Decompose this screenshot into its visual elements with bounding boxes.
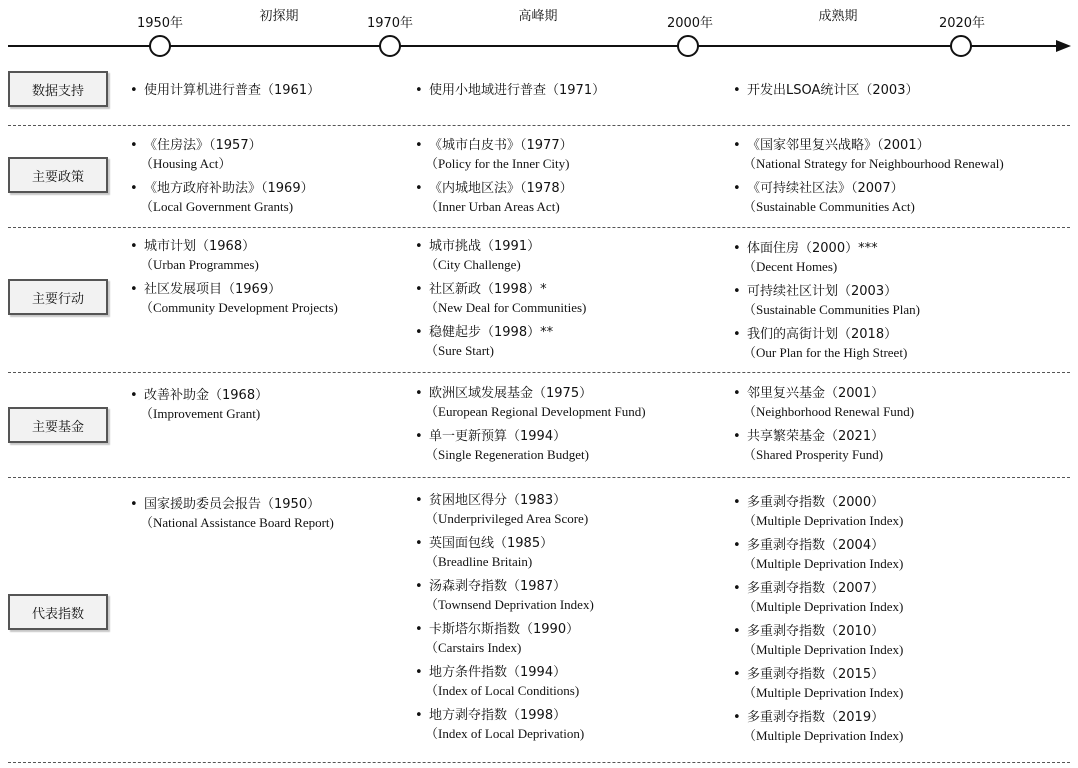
- entry-title-text: 使用计算机进行普查（1961）: [144, 83, 321, 98]
- entry-column: [733, 494, 1053, 752]
- entry-title: [415, 621, 735, 639]
- bullet-icon: •: [415, 239, 423, 254]
- bullet-icon: •: [733, 710, 741, 725]
- entry-item: [415, 281, 735, 316]
- entry-title-text: 单一更新预算（1994）: [429, 429, 567, 444]
- entry-title-text: 邻里复兴基金（2001）: [747, 386, 885, 401]
- entry-title: [415, 385, 735, 403]
- entry-english-name: （Multiple Deprivation Index): [743, 642, 904, 657]
- entry-item: [733, 494, 1053, 529]
- entry-english-name: （Townsend Deprivation Index): [425, 597, 594, 612]
- entry-title-text: 贫困地区得分（1983）: [429, 493, 567, 508]
- entry-item: [130, 387, 450, 422]
- bullet-icon: •: [415, 579, 423, 594]
- entry-english-name: （Multiple Deprivation Index): [743, 599, 904, 614]
- timeline-node: [150, 36, 170, 56]
- entry-title: [733, 428, 1053, 446]
- entry-item: [130, 82, 450, 100]
- entry-title: [130, 82, 450, 100]
- entry-title-text: 我们的高街计划（2018）: [747, 327, 898, 342]
- bullet-icon: •: [415, 282, 423, 297]
- entry-title: [130, 238, 450, 256]
- bullet-icon: •: [130, 388, 138, 403]
- bullet-icon: •: [415, 536, 423, 551]
- bullet-icon: •: [733, 138, 741, 153]
- entry-title: [733, 283, 1053, 301]
- entry-english-name: （Multiple Deprivation Index): [743, 513, 904, 528]
- entry-column: [130, 496, 450, 539]
- entry-item: [733, 180, 1053, 215]
- entry-item: [733, 326, 1053, 361]
- year-label: 1970年: [366, 16, 414, 31]
- entry-item: [130, 137, 450, 172]
- bullet-icon: •: [415, 665, 423, 680]
- entry-title: [130, 137, 450, 155]
- bullet-icon: •: [733, 327, 741, 342]
- entry-title-text: 欧洲区域发展基金（1975）: [429, 386, 593, 401]
- entry-title: [733, 385, 1053, 403]
- bullet-icon: •: [733, 181, 741, 196]
- entry-title: [415, 82, 735, 100]
- entry-item: [733, 709, 1053, 744]
- entry-title-text: 地方条件指数（1994）: [429, 665, 567, 680]
- entry-title-text: 《国家邻里复兴战略》（2001）: [747, 138, 930, 153]
- entry-column: [130, 137, 450, 223]
- entry-item: [415, 578, 735, 613]
- entry-item: [130, 281, 450, 316]
- category-box: 主要行动: [8, 279, 108, 315]
- entry-title: [733, 82, 1053, 100]
- entry-english-name: （Multiple Deprivation Index): [743, 728, 904, 743]
- bullet-icon: •: [415, 325, 423, 340]
- entry-title-text: 稳健起步（1998）**: [429, 325, 554, 340]
- entry-title: [130, 180, 450, 198]
- entry-title: [415, 324, 735, 342]
- bullet-icon: •: [130, 83, 138, 98]
- entry-title-text: 英国面包线（1985）: [429, 536, 554, 551]
- entry-column: [733, 385, 1053, 471]
- entry-column: [415, 82, 735, 108]
- entry-title: [130, 387, 450, 405]
- entry-title: [415, 492, 735, 510]
- category-box: 代表指数: [8, 594, 108, 630]
- entry-english-name: （Breadline Britain): [425, 554, 533, 569]
- entry-column: [733, 137, 1053, 223]
- entry-english-name: （Sure Start): [425, 343, 494, 358]
- row-separator: [8, 477, 1070, 478]
- entry-title: [415, 137, 735, 155]
- entry-item: [415, 535, 735, 570]
- entry-english-name: （Housing Act）: [140, 156, 232, 171]
- entry-item: [733, 428, 1053, 463]
- row-separator: [8, 125, 1070, 126]
- entry-item: [415, 82, 735, 100]
- bullet-icon: •: [733, 538, 741, 553]
- entry-item: [733, 537, 1053, 572]
- bullet-icon: •: [130, 497, 138, 512]
- entry-title-text: 社区新政（1998）*: [429, 282, 547, 297]
- entry-item: [733, 580, 1053, 615]
- bullet-icon: •: [733, 386, 741, 401]
- timeline-node: [678, 36, 698, 56]
- entry-title-text: 多重剥夺指数（2019）: [747, 710, 885, 725]
- entry-title-text: 多重剥夺指数（2010）: [747, 624, 885, 639]
- entry-title: [415, 428, 735, 446]
- entry-item: [130, 238, 450, 273]
- entry-english-name: （Improvement Grant): [140, 406, 261, 421]
- entry-item: [733, 623, 1053, 658]
- entry-title: [733, 709, 1053, 727]
- entry-title-text: 改善补助金（1968）: [144, 388, 269, 403]
- entry-title: [415, 238, 735, 256]
- bullet-icon: •: [415, 493, 423, 508]
- entry-title-text: 卡斯塔尔斯指数（1990）: [429, 622, 580, 637]
- bullet-icon: •: [415, 83, 423, 98]
- entry-item: [415, 664, 735, 699]
- bullet-icon: •: [415, 181, 423, 196]
- entry-title: [415, 180, 735, 198]
- entry-column: [415, 137, 735, 223]
- bullet-icon: •: [415, 429, 423, 444]
- entry-title: [733, 666, 1053, 684]
- entry-title: [130, 281, 450, 299]
- entry-title: [415, 664, 735, 682]
- entry-title-text: 多重剥夺指数（2015）: [747, 667, 885, 682]
- bullet-icon: •: [733, 495, 741, 510]
- entry-english-name: （Sustainable Communities Plan): [743, 302, 920, 317]
- entry-column: [733, 240, 1053, 369]
- entry-english-name: （Underprivileged Area Score): [425, 511, 589, 526]
- entry-english-name: （Inner Urban Areas Act): [425, 199, 560, 214]
- entry-title: [733, 580, 1053, 598]
- entry-column: [130, 387, 450, 430]
- period-label: 初探期: [259, 9, 299, 24]
- entry-title-text: 《城市白皮书》（1977）: [429, 138, 573, 153]
- period-label: 成熟期: [818, 9, 858, 24]
- entry-item: [733, 666, 1053, 701]
- entry-english-name: （City Challenge): [425, 257, 521, 272]
- row-separator: [8, 762, 1070, 763]
- entry-english-name: （Decent Homes): [743, 259, 838, 274]
- bullet-icon: •: [130, 239, 138, 254]
- entry-item: [415, 707, 735, 742]
- bullet-icon: •: [130, 138, 138, 153]
- entry-title-text: 城市计划（1968）: [144, 239, 256, 254]
- entry-column: [130, 82, 450, 108]
- entry-english-name: （Single Regeneration Budget): [425, 447, 589, 462]
- entry-item: [415, 238, 735, 273]
- entry-title-text: 多重剥夺指数（2007）: [747, 581, 885, 596]
- bullet-icon: •: [415, 622, 423, 637]
- entry-english-name: （National Strategy for Neighbourhood Renewal): [743, 156, 1004, 171]
- bullet-icon: •: [415, 708, 423, 723]
- entry-english-name: （National Assistance Board Report): [140, 515, 334, 530]
- entry-title-text: 可持续社区计划（2003）: [747, 284, 898, 299]
- bullet-icon: •: [733, 83, 741, 98]
- entry-english-name: （Carstairs Index): [425, 640, 522, 655]
- entry-english-name: （Index of Local Conditions): [425, 683, 580, 698]
- entry-title-text: 《地方政府补助法》（1969）: [144, 181, 314, 196]
- entry-title: [733, 137, 1053, 155]
- bullet-icon: •: [415, 386, 423, 401]
- entry-english-name: （New Deal for Communities): [425, 300, 587, 315]
- entry-title: [130, 496, 450, 514]
- category-box: 主要基金: [8, 407, 108, 443]
- entry-column: [415, 385, 735, 471]
- bullet-icon: •: [733, 429, 741, 444]
- entry-title-text: 城市挑战（1991）: [429, 239, 541, 254]
- entry-item: [415, 621, 735, 656]
- entry-item: [415, 180, 735, 215]
- timeline-arrowhead: [1056, 40, 1071, 52]
- entry-title: [415, 578, 735, 596]
- entry-english-name: （Index of Local Deprivation): [425, 726, 585, 741]
- bullet-icon: •: [733, 284, 741, 299]
- entry-english-name: （European Regional Development Fund): [425, 404, 646, 419]
- entry-title-text: 社区发展项目（1969）: [144, 282, 282, 297]
- period-label: 高峰期: [518, 9, 558, 24]
- timeline: [0, 0, 1078, 66]
- entry-title-text: 国家援助委员会报告（1950）: [144, 497, 321, 512]
- entry-title: [733, 494, 1053, 512]
- entry-english-name: （Shared Prosperity Fund): [743, 447, 884, 462]
- entry-column: [415, 238, 735, 367]
- entry-title: [415, 707, 735, 725]
- entry-title-text: 汤森剥夺指数（1987）: [429, 579, 567, 594]
- bullet-icon: •: [733, 241, 741, 256]
- entry-item: [733, 240, 1053, 275]
- entry-column: [130, 238, 450, 324]
- entry-english-name: （Policy for the Inner City): [425, 156, 570, 171]
- entry-title-text: 多重剥夺指数（2004）: [747, 538, 885, 553]
- timeline-node: [951, 36, 971, 56]
- entry-english-name: （Local Government Grants): [140, 199, 294, 214]
- entry-english-name: （Community Development Projects): [140, 300, 338, 315]
- entry-title: [733, 326, 1053, 344]
- entry-item: [415, 137, 735, 172]
- entry-english-name: （Our Plan for the High Street): [743, 345, 908, 360]
- entry-item: [415, 385, 735, 420]
- entry-title-text: 《住房法》（1957）: [144, 138, 262, 153]
- bullet-icon: •: [415, 138, 423, 153]
- entry-title-text: 开发出LSOA统计区（2003）: [747, 83, 919, 98]
- entry-item: [733, 137, 1053, 172]
- entry-item: [130, 180, 450, 215]
- year-label: 2020年: [938, 16, 986, 31]
- row-separator: [8, 372, 1070, 373]
- entry-english-name: （Multiple Deprivation Index): [743, 556, 904, 571]
- entry-title-text: 共享繁荣基金（2021）: [747, 429, 885, 444]
- entry-english-name: （Neighborhood Renewal Fund): [743, 404, 915, 419]
- entry-title: [733, 240, 1053, 258]
- entry-title: [733, 180, 1053, 198]
- entry-title-text: 多重剥夺指数（2000）: [747, 495, 885, 510]
- entry-item: [733, 283, 1053, 318]
- entry-english-name: （Multiple Deprivation Index): [743, 685, 904, 700]
- entry-title-text: 地方剥夺指数（1998）: [429, 708, 567, 723]
- entry-title: [733, 537, 1053, 555]
- entry-item: [733, 82, 1053, 100]
- entry-title-text: 《内城地区法》（1978）: [429, 181, 573, 196]
- entry-item: [415, 428, 735, 463]
- entry-title-text: 《可持续社区法》（2007）: [747, 181, 904, 196]
- year-label: 2000年: [666, 16, 714, 31]
- entry-item: [415, 324, 735, 359]
- entry-english-name: （Sustainable Communities Act): [743, 199, 915, 214]
- entry-title-text: 体面住房（2000）***: [747, 241, 878, 256]
- category-box: 数据支持: [8, 71, 108, 107]
- bullet-icon: •: [733, 581, 741, 596]
- bullet-icon: •: [733, 624, 741, 639]
- year-label: 1950年: [136, 16, 184, 31]
- entry-title: [415, 535, 735, 553]
- timeline-node: [380, 36, 400, 56]
- category-box: 主要政策: [8, 157, 108, 193]
- entry-english-name: （Urban Programmes): [140, 257, 259, 272]
- bullet-icon: •: [733, 667, 741, 682]
- row-separator: [8, 227, 1070, 228]
- bullet-icon: •: [130, 181, 138, 196]
- entry-column: [733, 82, 1053, 108]
- entry-title: [415, 281, 735, 299]
- entry-column: [415, 492, 735, 750]
- entry-item: [130, 496, 450, 531]
- entry-item: [415, 492, 735, 527]
- entry-title-text: 使用小地域进行普查（1971）: [429, 83, 606, 98]
- bullet-icon: •: [130, 282, 138, 297]
- entry-item: [733, 385, 1053, 420]
- entry-title: [733, 623, 1053, 641]
